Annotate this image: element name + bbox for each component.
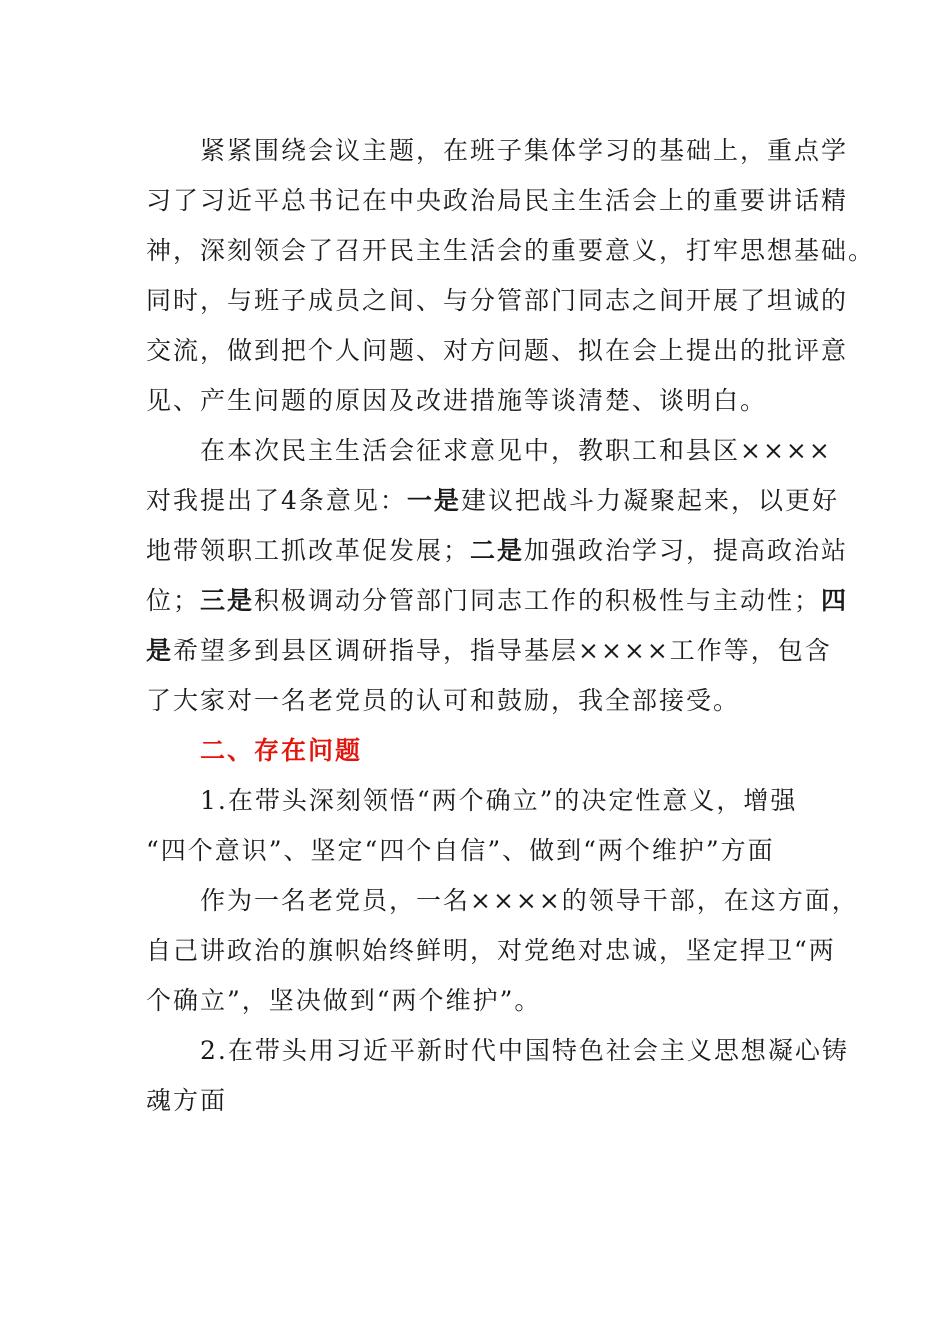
paragraph-opinions <box>146 426 849 726</box>
text-line: 2.在带头用习近平新时代中国特色社会主义思想凝心铸 <box>200 1036 849 1065</box>
text-line: 交流，做到把个人问题、对方问题、拟在会上提出的批评意 <box>146 336 849 365</box>
text-line: 习了习近平总书记在中央政治局民主生活会上的重要讲话精 <box>146 186 849 215</box>
text-line: 1.在带头深刻领悟“两个确立”的决定性意义，增强 <box>200 786 798 815</box>
text-line: 紧紧围绕会议主题，在班子集体学习的基础上，重点学 <box>200 136 849 165</box>
item-heading-2 <box>146 1026 849 1126</box>
bold-marker-3: 三是 <box>200 586 255 615</box>
text-line: 同时，与班子成员之间、与分管部门同志之间开展了坦诚的 <box>146 286 849 315</box>
text-line: 在本次民主生活会征求意见中，教职工和县区×××× <box>200 436 832 465</box>
text-segment: 地带领职工抓改革促发展； <box>146 536 471 565</box>
section-heading: 二、存在问题 <box>200 736 363 765</box>
text-line: 魂方面 <box>146 1086 228 1115</box>
bold-marker-1: 一是 <box>406 486 461 515</box>
text-line <box>146 476 839 526</box>
text-line: 了大家对一名老党员的认可和鼓励，我全部接受。 <box>146 686 741 715</box>
paragraph-study <box>146 126 876 426</box>
text-segment: 积极调动分管部门同志工作的积极性与主动性； <box>254 586 822 615</box>
bold-marker-2: 二是 <box>470 536 525 565</box>
text-line: 个确立”，坚决做到“两个维护”。 <box>146 986 542 1015</box>
text-line: 神，深刻领会了召开民主生活会的重要意义，打牢思想基础。 <box>146 236 876 265</box>
item-heading-1 <box>146 776 796 876</box>
text-line: “四个意识”、坚定“四个自信”、做到“两个维护”方面 <box>146 836 775 865</box>
text-segment: 加强政治学习，提高政治站 <box>524 536 849 565</box>
document-body <box>146 126 876 1126</box>
text-line: 作为一名老党员，一名××××的领导干部，在这方面， <box>200 886 859 915</box>
text-segment: 位； <box>146 586 201 615</box>
text-line <box>146 576 849 626</box>
text-line <box>146 526 849 576</box>
paragraph-loyalty <box>146 876 859 1026</box>
text-line <box>146 626 832 676</box>
text-segment: 对我提出了4条意见： <box>146 486 407 515</box>
text-segment: 希望多到县区调研指导，指导基层××××工作等，包含 <box>173 636 832 665</box>
bold-marker-4a: 四 <box>821 586 849 615</box>
text-segment: 建议把战斗力凝聚起来，以更好 <box>460 486 839 515</box>
text-line: 自己讲政治的旗帜始终鲜明，对党绝对忠诚，坚定捍卫“两 <box>146 936 836 965</box>
text-line: 见、产生问题的原因及改进措施等谈清楚、谈明白。 <box>146 386 768 415</box>
bold-marker-4b: 是 <box>146 636 174 665</box>
